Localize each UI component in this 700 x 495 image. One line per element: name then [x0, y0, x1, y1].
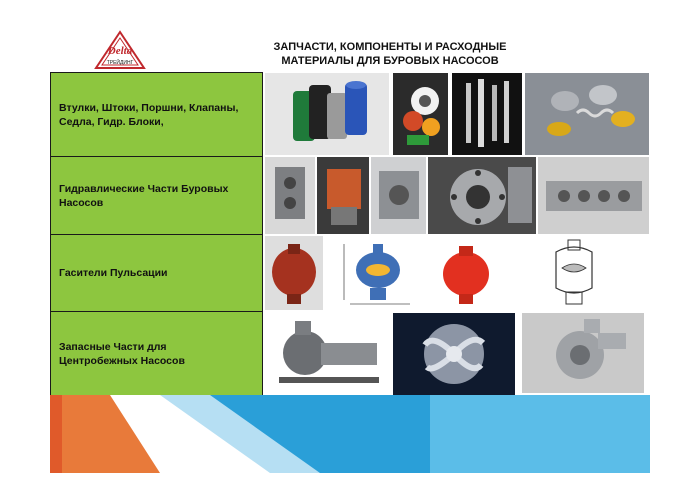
row-label-hydraulic-parts	[50, 156, 263, 235]
dampener-red-photo	[265, 236, 323, 310]
valves-photo	[525, 73, 649, 155]
company-logo	[92, 30, 148, 70]
pistons-photo	[393, 73, 448, 155]
decorative-bottom-band	[50, 395, 650, 473]
row-label-centrifugal-parts	[50, 311, 263, 396]
dampener-red-2-photo	[435, 236, 497, 310]
row-label-dampeners	[50, 234, 263, 312]
modules-photo-3	[371, 157, 426, 234]
title-line-2: МАТЕРИАЛЫ ДЛЯ БУРОВЫХ НАСОСОВ	[281, 55, 499, 67]
rods-photo	[452, 73, 522, 155]
row-label-line: Седла, Гидр. Блоки,	[59, 115, 164, 128]
dampener-drawing	[330, 236, 425, 310]
dampener-section-drawing	[538, 236, 610, 310]
row-label-line: Запасные Части для	[59, 340, 167, 353]
logo-brand: Delta	[107, 45, 133, 57]
row-label-line: Втулки, Штоки, Поршни, Клапаны,	[59, 101, 239, 114]
row-label-line: Гидравлические Части Буровых	[59, 182, 229, 195]
logo-sub: ТРЕЙДИНГ	[106, 60, 134, 66]
row-label-line: Гасители Пульсации	[59, 267, 168, 279]
manifold-photo	[538, 157, 649, 234]
volute-casing-photo	[522, 313, 644, 393]
page-title	[230, 40, 550, 68]
flange-block-photo	[428, 157, 536, 234]
centrifugal-pump-photo	[265, 313, 385, 393]
title-line-1: ЗАПЧАСТИ, КОМПОНЕНТЫ И РАСХОДНЫЕ	[273, 41, 507, 53]
modules-photo-1	[265, 157, 315, 234]
liners-photo	[265, 73, 389, 155]
modules-photo-2	[317, 157, 369, 234]
row-label-cylinder-parts	[50, 72, 263, 157]
row-label-line: Центробежных Насосов	[59, 354, 185, 367]
row-label-line: Насосов	[59, 196, 104, 209]
impeller-photo	[393, 313, 515, 395]
